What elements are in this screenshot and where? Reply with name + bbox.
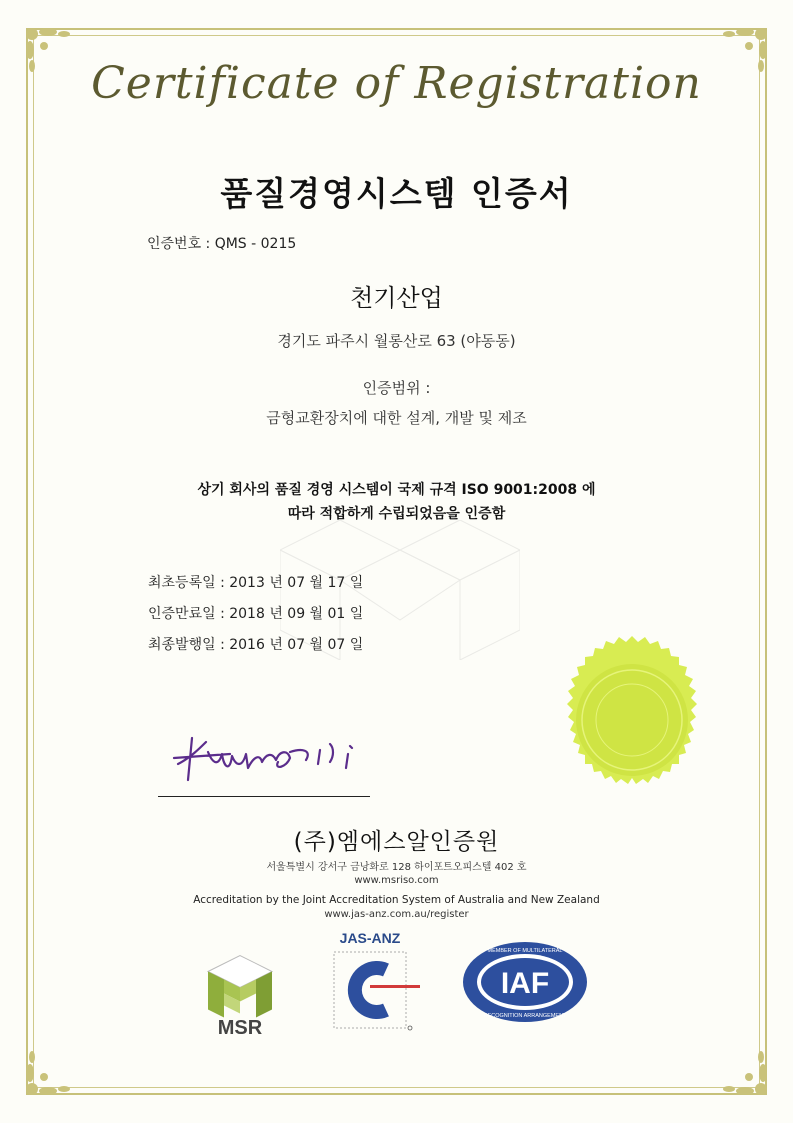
scope-text: 금형교환장치에 대한 설계, 개발 및 제조 bbox=[266, 409, 527, 427]
iaf-logo-text: IAF bbox=[500, 967, 550, 1000]
gold-seal-icon bbox=[548, 636, 716, 804]
msr-logo-text: MSR bbox=[217, 1017, 263, 1039]
dates-block bbox=[148, 572, 363, 665]
accreditation-statement: Accreditation by the Joint Accreditation System of Australia and New Zealand bbox=[193, 894, 600, 906]
certification-statement bbox=[0, 478, 793, 526]
issuer-name: (주)엠에스알인증원 bbox=[293, 829, 500, 855]
script-title: Certificate of Registration bbox=[91, 58, 702, 109]
company-name: 천기산업 bbox=[350, 284, 443, 312]
iaf-ring-top-text: MEMBER OF MULTILATERAL bbox=[487, 948, 563, 954]
expiry-date: 인증만료일 : 2018 년 09 월 01 일 bbox=[148, 606, 364, 622]
scope-label: 인증범위 : bbox=[362, 379, 431, 397]
jas-anz-logo-text: JAS-ANZ bbox=[339, 930, 401, 946]
statement-line-1: 상기 회사의 품질 경영 시스템이 국제 규격 ISO 9001:2008 에 bbox=[197, 482, 596, 498]
certificate-number: 인증번호 : QMS - 0215 bbox=[147, 236, 297, 252]
iaf-ring-bottom-text: RECOGNITION ARRANGEMENT bbox=[483, 1013, 567, 1019]
iaf-logo-icon bbox=[460, 940, 590, 1025]
corner-ornament-icon bbox=[18, 1033, 88, 1103]
accreditation-website: www.jas-anz.com.au/register bbox=[324, 909, 469, 920]
statement-line-2: 따라 적합하게 수립되었음을 인증함 bbox=[287, 506, 506, 522]
corner-ornament-icon bbox=[705, 1033, 775, 1103]
latest-issue-date: 최종발행일 : 2016 년 07 월 07 일 bbox=[148, 637, 364, 653]
signature bbox=[170, 728, 380, 788]
page-title: 품질경영시스템 인증서 bbox=[220, 174, 573, 213]
jas-anz-logo-icon bbox=[330, 930, 430, 1040]
first-registration-date: 최초등록일 : 2013 년 07 월 17 일 bbox=[148, 575, 364, 591]
signature-line bbox=[158, 796, 370, 797]
issuer-address: 서울특별시 강서구 금낭화로 128 하이포트오피스텔 402 호 bbox=[266, 862, 527, 873]
issuer-website: www.msriso.com bbox=[354, 875, 439, 886]
company-address: 경기도 파주시 월롱산로 63 (야동동) bbox=[277, 332, 516, 350]
